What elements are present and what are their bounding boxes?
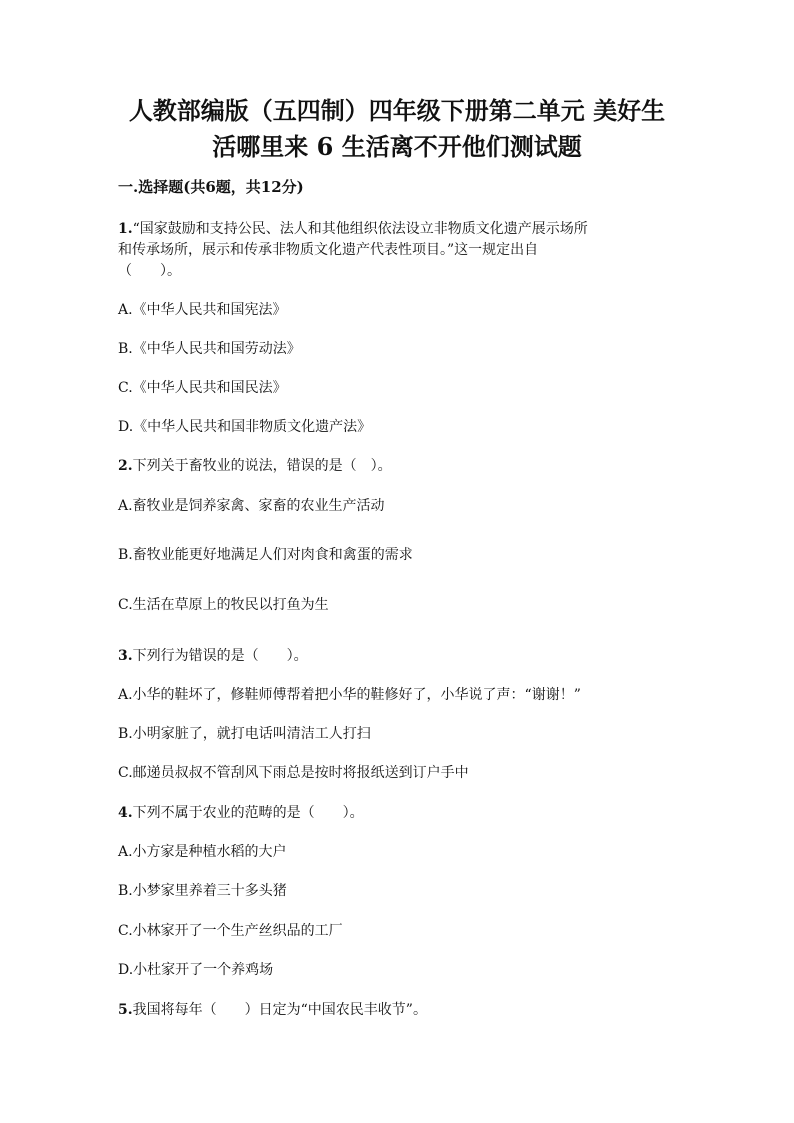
question-1-option-d: D.《中华人民共和国非物质文化遗产法》 [118,419,372,435]
question-3-option-a: A.小华的鞋坏了，修鞋师傅帮着把小华的鞋修好了，小华说了声：“谢谢！” [118,687,581,703]
question-3-option-b: B.小明家脏了，就打电话叫清洁工人打扫 [118,726,371,742]
page-title-line-2: 活哪里来 6 生活离不开他们测试题 [212,132,582,161]
question-5-line-1: 5.我国将每年（ ）日定为“中国农民丰收节”。 [118,1002,427,1018]
question-1-option-b: B.《中华人民共和国劳动法》 [118,341,301,357]
question-4-option-d: D.小杜家开了一个养鸡场 [118,962,274,978]
question-4-option-b: B.小梦家里养着三十多头猪 [118,883,287,899]
question-2-option-c: C.生活在草原上的牧民以打鱼为生 [118,597,329,613]
question-2-line-1: 2.下列关于畜牧业的说法，错误的是（ ）。 [118,458,392,474]
question-3-number: 3. [118,648,133,664]
question-4-line-1: 4.下列不属于农业的范畴的是（ ）。 [118,805,364,821]
section-heading: 一.选择题(共6题，共12分) [118,178,304,196]
question-5-number: 5. [118,1002,133,1018]
page-title-line-1: 人教部编版（五四制）四年级下册第二单元 美好生 [128,96,666,125]
question-2-option-a: A.畜牧业是饲养家禽、家畜的农业生产活动 [118,498,385,514]
question-4-option-a: A.小方家是种植水稻的大户 [118,844,287,860]
question-1-option-c: C.《中华人民共和国民法》 [118,380,287,396]
question-3-line-1: 3.下列行为错误的是（ ）。 [118,648,308,664]
question-4-option-c: C.小林家开了一个生产丝织品的工厂 [118,923,343,939]
question-2-option-b: B.畜牧业能更好地满足人们对肉食和禽蛋的需求 [118,547,413,563]
question-1-number: 1. [118,221,133,237]
question-1-line-1: 1.“国家鼓励和支持公民、法人和其他组织依法设立非物质文化遗产展示场所 [118,221,588,237]
question-1-line-2: 和传承场所，展示和传承非物质文化遗产代表性项目。”这一规定出自 [118,242,539,258]
question-3-option-c: C.邮递员叔叔不管刮风下雨总是按时将报纸送到订户手中 [118,765,469,781]
question-2-number: 2. [118,458,133,474]
question-1-line-3: （ ）。 [118,263,181,279]
question-1-option-a: A.《中华人民共和国宪法》 [118,302,287,318]
question-4-number: 4. [118,805,133,821]
